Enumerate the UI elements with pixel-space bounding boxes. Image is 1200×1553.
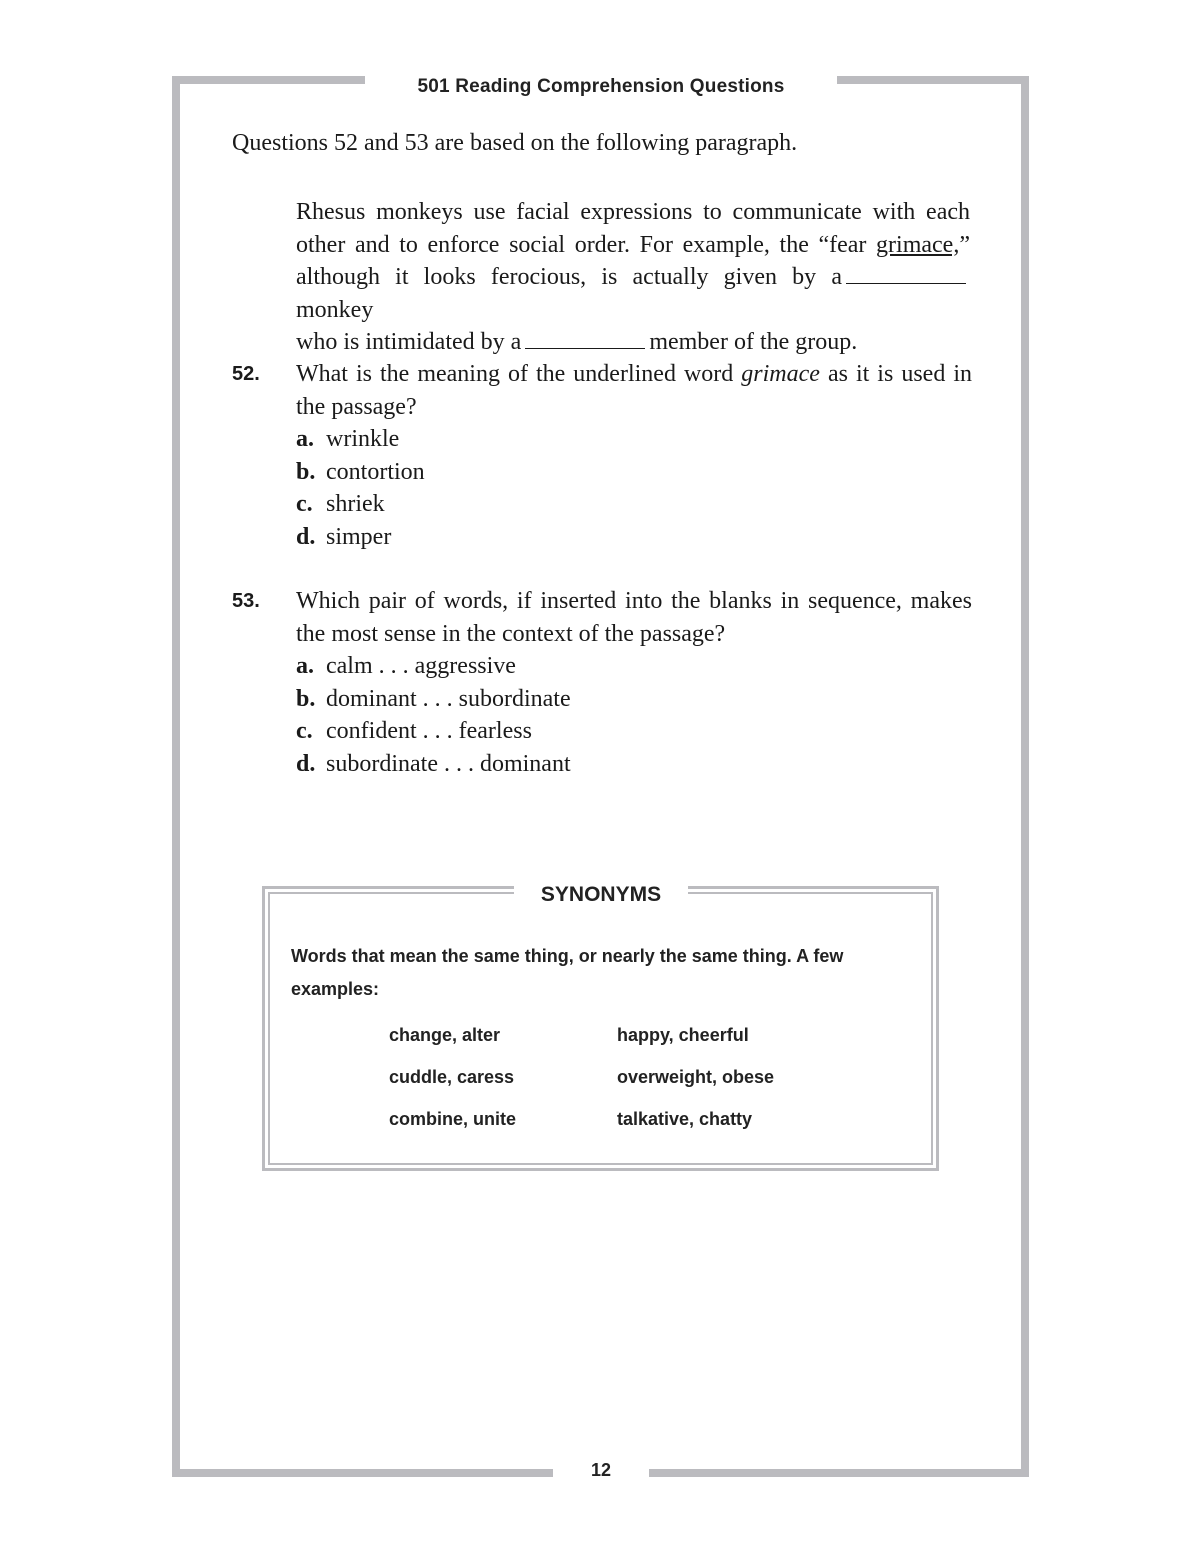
page-number: 12 [590,1460,612,1480]
question-text [296,585,972,650]
option-letter: d. [296,750,316,777]
option-letter: c. [296,718,313,744]
question-text-line-1 [296,358,972,391]
option-d[interactable] [296,748,972,781]
option-letter: b. [296,458,316,485]
option-b[interactable] [296,683,972,716]
option-text: shriek [326,491,385,517]
option-text: dominant . . . subordinate [326,685,571,712]
question-number: 52. [232,363,260,385]
question-text-line-1: Which pair of words, if inserted into the blanks in sequence, makes [296,588,972,614]
synonyms-box-inner [268,892,933,1165]
passage-paragraph [296,196,970,359]
option-c[interactable] [296,488,972,521]
passage-line-1: Rhesus monkeys use facial expressions to communicate with each [296,199,970,225]
option-letter: a. [296,653,314,679]
passage-line-4-text: who is intimidated by a [296,329,522,355]
question-text-line-2: the passage? [296,393,417,420]
question-text-part: What is the meaning of the underlined word [296,361,742,387]
option-b[interactable] [296,456,972,489]
synonyms-right-column [617,1014,774,1140]
option-letter: b. [296,685,316,712]
passage-line-2-text: other and to enforce social order. For example, the “fear [296,231,877,258]
blank-1 [846,263,966,284]
passage-line-3-text: although it looks ferocious, is actually given by a [296,264,842,290]
passage-line-2 [296,229,970,262]
option-a[interactable] [296,423,972,456]
passage-line-3-end: monkey [296,296,374,323]
question-text [296,358,972,423]
option-text: wrinkle [326,426,400,452]
synonym-pair: overweight, obese [617,1067,775,1087]
running-header: 501 Reading Comprehension Questions [417,76,785,97]
question-text-part: as it is used in [819,361,972,387]
option-letter: d. [296,523,316,550]
option-c[interactable] [296,715,972,748]
synonyms-description: Words that mean the same thing, or nearly the same thing. A few examples: [291,946,844,999]
synonyms-title: SYNONYMS [540,883,662,906]
option-d[interactable] [296,521,972,554]
question-52 [232,358,972,553]
passage-line-4-end: member of the group. [649,329,858,355]
questions-intro: Questions 52 and 53 are based on the following paragraph. [232,130,798,156]
synonyms-left-column [389,1014,516,1140]
option-letter: c. [296,491,313,517]
answer-options [296,650,972,780]
option-text: contortion [326,458,425,485]
underlined-word-grimace: grimace, [876,231,960,258]
option-text: subordinate . . . dominant [326,750,571,777]
italic-word-grimace: grimace [741,361,820,387]
blank-2 [525,328,645,349]
question-53 [232,585,972,780]
synonym-pair: happy, cheerful [617,1025,749,1045]
passage-line-3 [296,261,970,326]
passage-line-2-quote: ” [959,231,970,258]
question-number: 53. [232,590,260,612]
option-text: simper [326,523,392,550]
question-text-line-2: the most sense in the context of the passage? [296,620,726,647]
passage-line-4 [296,326,970,359]
option-a[interactable] [296,650,972,683]
option-text: confident . . . fearless [326,718,532,744]
option-text: calm . . . aggressive [326,653,516,679]
answer-options [296,423,972,553]
synonym-pair: talkative, chatty [617,1109,753,1129]
synonym-pair: combine, unite [389,1109,517,1129]
synonym-pair: cuddle, caress [389,1067,515,1087]
synonym-pair: change, alter [389,1025,501,1045]
option-letter: a. [296,426,314,452]
